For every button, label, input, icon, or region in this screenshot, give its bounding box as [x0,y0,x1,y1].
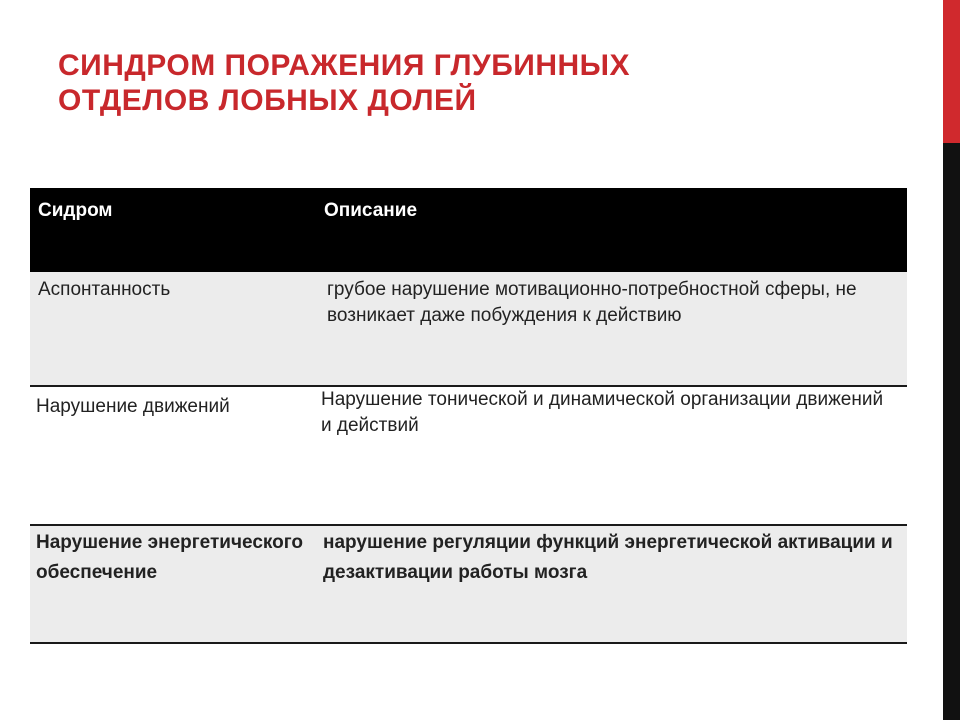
description-cell: Нарушение тонической и динамической организации движений и действий [321,389,884,436]
slide-title-line-1: СИНДРОМ ПОРАЖЕНИЯ ГЛУБИННЫХ [58,49,631,82]
table-row [30,526,907,644]
header-description: Описание [324,200,418,221]
slide-title [58,48,818,118]
syndrome-cell: Нарушение движений [36,396,230,417]
row-divider [30,642,907,644]
description-cell: нарушение регуляции функций энергетической активации и дезактивации работы мозга [323,532,893,583]
table-row [30,387,907,526]
side-bar-accent [943,0,960,143]
syndrome-cell: Аспонтанность [38,279,171,300]
syndrome-table [30,188,907,644]
table-header-row [30,188,907,272]
description-cell: грубое нарушение мотивационно-потребностной сферы, не возникает даже побуждения к действию [327,279,857,326]
syndrome-cell: Нарушение энергетического обеспечение [36,532,304,583]
slide-title-line-2: ОТДЕЛОВ ЛОБНЫХ ДОЛЕЙ [58,84,477,117]
header-syndrome: Сидром [38,200,113,221]
table-row [30,272,907,387]
